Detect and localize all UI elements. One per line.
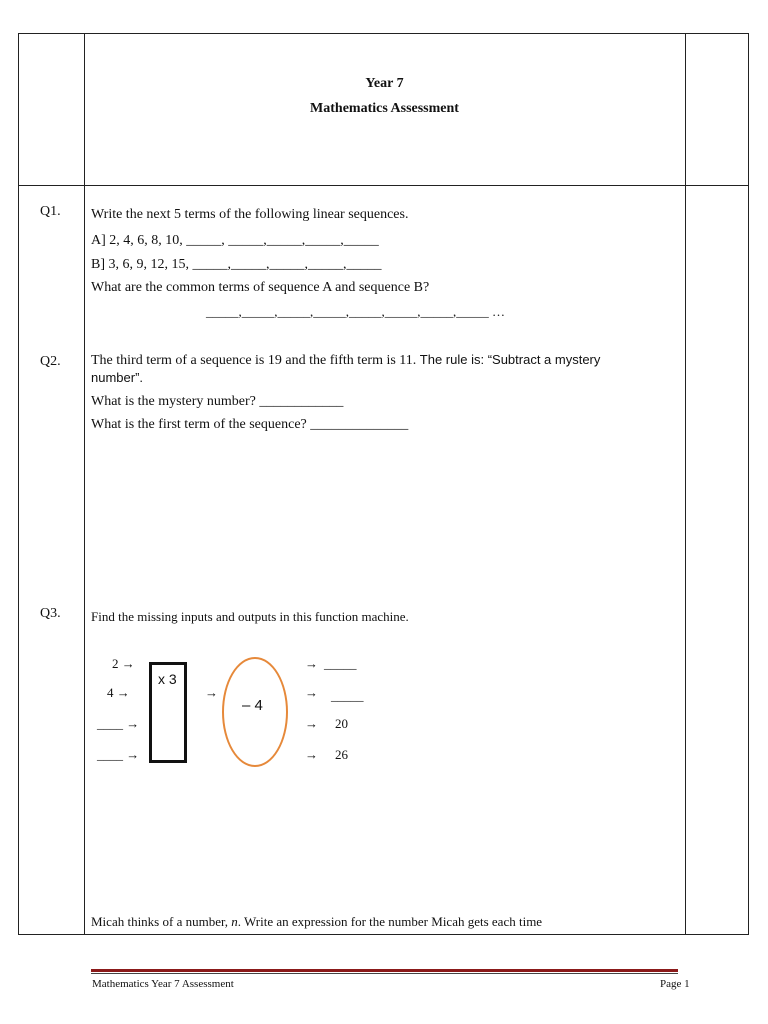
q2-statement-line2: number”. — [91, 370, 144, 385]
year-heading: Year 7 — [365, 76, 404, 91]
output-arrow-3: → — [305, 716, 318, 731]
footer-rule-thin — [91, 973, 678, 974]
q1-common-terms-question: What are the common terms of sequence A and sequence B? — [91, 280, 430, 295]
page-title: Mathematics Assessment — [310, 101, 459, 116]
column-divider-left — [84, 33, 85, 935]
machine-multiply-label: x 3 — [158, 671, 177, 687]
machine-subtract-label: – 4 — [242, 697, 263, 714]
micah-text-end: . Write an expression for the number Micah gets each time — [237, 914, 543, 929]
q2-first-term-question: What is the first term of the sequence? ______________ — [91, 417, 409, 432]
machine-middle-arrow: → — [205, 685, 218, 700]
machine-input-2: 4 → — [107, 685, 130, 700]
machine-output-3: 20 — [335, 716, 348, 731]
footer-rule-red — [91, 969, 678, 972]
question-number-q1: Q1. — [40, 204, 61, 219]
footer-title: Mathematics Year 7 Assessment — [92, 978, 234, 990]
q1-sequence-a: A] 2, 4, 6, 8, 10, _____, _____,_____,_____,_____ — [91, 233, 379, 248]
machine-output-4: 26 — [335, 747, 348, 762]
output-arrow-1: → — [305, 656, 318, 671]
micah-text-start: Micah thinks of a number, — [91, 914, 232, 929]
header-row-divider — [18, 185, 749, 186]
footer-page-number: Page 1 — [660, 978, 690, 990]
question-number-q3: Q3. — [40, 606, 61, 621]
micah-variable-n: n — [231, 914, 238, 929]
output-arrow-2: → — [305, 685, 318, 700]
q2-statement-rule: The rule is: “Subtract a mystery — [419, 352, 601, 367]
machine-input-3: ____ → — [97, 716, 140, 731]
machine-output-1: _____ — [324, 656, 357, 671]
assessment-table — [18, 33, 749, 935]
q2-mystery-number-question: What is the mystery number? ____________ — [91, 394, 344, 409]
q3-instruction: Find the missing inputs and outputs in this function machine. — [91, 609, 409, 624]
q2-statement-line1 — [91, 352, 600, 369]
output-arrow-4: → — [305, 747, 318, 762]
column-divider-right — [685, 33, 686, 935]
q1-common-terms-blanks: _____,_____,_____,_____,_____,_____,_____,_____ … — [206, 304, 505, 319]
question-number-q2: Q2. — [40, 354, 61, 369]
q1-instruction: Write the next 5 terms of the following linear sequences. — [91, 207, 409, 222]
q2-statement-terms: The third term of a sequence is 19 and the fifth term is 11. — [91, 353, 417, 368]
machine-output-2: _____ — [331, 688, 364, 703]
machine-input-1: 2 → — [112, 656, 135, 671]
machine-input-4: ____ → — [97, 747, 140, 762]
q3-micah-statement — [91, 914, 542, 930]
q1-sequence-b: B] 3, 6, 9, 12, 15, _____,_____,_____,_____,_____ — [91, 257, 382, 272]
